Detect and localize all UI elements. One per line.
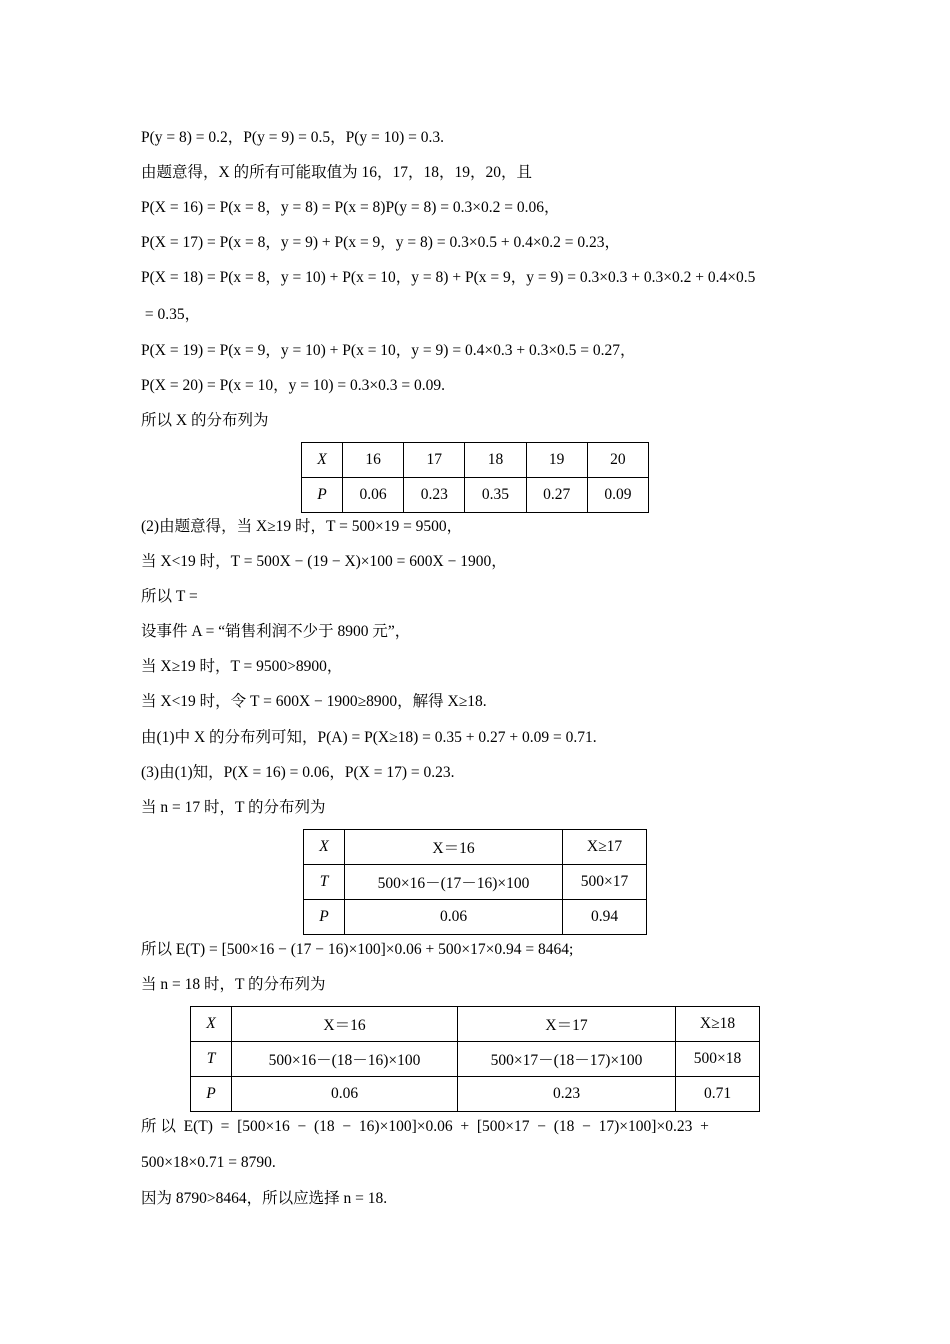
- table-cell: 0.23: [458, 1077, 676, 1112]
- solution-line: 500×18×0.71 = 8790.: [141, 1154, 276, 1171]
- table-row: [304, 830, 647, 865]
- solution-line: = 0.35，: [141, 306, 201, 323]
- table-cell: X＝16: [232, 1007, 458, 1042]
- table-row: [304, 900, 647, 935]
- table-cell: 0.94: [563, 900, 647, 935]
- table-cell: P: [191, 1077, 232, 1112]
- solution-line: 所 以 E(T) = [500×16 − (18 − 16)×100]×0.06 + [500×17 − (18 − 17)×100]×0.23 +: [141, 1118, 709, 1135]
- distribution-table-t-n17: [303, 829, 647, 935]
- table-cell: X＝16: [345, 830, 563, 865]
- solution-line: (2)由题意得，当 X≥19 时，T = 500×19 = 9500，: [141, 518, 463, 535]
- table-row: [302, 443, 649, 478]
- table-cell: T: [191, 1042, 232, 1077]
- solution-line: 当 X≥19 时，T = 9500>8900，: [141, 658, 343, 675]
- table-cell: T: [304, 865, 345, 900]
- solution-line: P(y = 8) = 0.2，P(y = 9) = 0.5，P(y = 10) = 0.3.: [141, 129, 445, 146]
- table-cell: 500×17－(18－17)×100: [458, 1042, 676, 1077]
- solution-line: P(X = 18) = P(x = 8，y = 10) + P(x = 10，y = 8) + P(x = 9，y = 9) = 0.3×0.3 + 0.3×0.2 + 0.4×0.5: [141, 269, 756, 286]
- table-cell: P: [304, 900, 345, 935]
- table-cell: P: [302, 478, 343, 513]
- solution-line: 因为 8790>8464，所以应选择 n = 18.: [141, 1190, 388, 1207]
- table-cell: 0.09: [587, 478, 648, 513]
- table-row: [302, 478, 649, 513]
- solution-line: P(X = 16) = P(x = 8，y = 8) = P(x = 8)P(y = 8) = 0.3×0.2 = 0.06，: [141, 199, 560, 216]
- solution-line: 由(1)中 X 的分布列可知，P(A) = P(X≥18) = 0.35 + 0.27 + 0.09 = 0.71.: [141, 729, 597, 746]
- table-cell: 500×16－(18－16)×100: [232, 1042, 458, 1077]
- table-cell: 0.06: [232, 1077, 458, 1112]
- solution-line: 设事件 A = “销售利润不少于 8900 元”，: [141, 623, 411, 640]
- table-cell: 20: [587, 443, 648, 478]
- table-cell: 17: [404, 443, 465, 478]
- table-row: [191, 1042, 760, 1077]
- table-cell: 500×17: [563, 865, 647, 900]
- solution-line: 当 X<19 时，令 T = 600X − 1900≥8900，解得 X≥18.: [141, 693, 487, 710]
- solution-line: 所以 T =: [141, 588, 198, 605]
- table-cell: 19: [526, 443, 587, 478]
- table-row: [191, 1077, 760, 1112]
- table-cell: X≥17: [563, 830, 647, 865]
- table-cell: 500×16－(17－16)×100: [345, 865, 563, 900]
- distribution-table-t-n18: [190, 1006, 760, 1112]
- table-cell: X: [304, 830, 345, 865]
- table-cell: X: [302, 443, 343, 478]
- distribution-table-x: [301, 442, 649, 513]
- solution-line: 当 X<19 时，T = 500X − (19 − X)×100 = 600X − 1900，: [141, 553, 507, 570]
- table-row: [304, 865, 647, 900]
- solution-line: 当 n = 18 时，T 的分布列为: [141, 976, 326, 993]
- table-cell: 0.71: [676, 1077, 760, 1112]
- table-cell: X≥18: [676, 1007, 760, 1042]
- solution-line: (3)由(1)知，P(X = 16) = 0.06，P(X = 17) = 0.23.: [141, 764, 455, 781]
- table-cell: 16: [343, 443, 404, 478]
- table-cell: 18: [465, 443, 526, 478]
- table-cell: 0.35: [465, 478, 526, 513]
- solution-line: P(X = 17) = P(x = 8，y = 9) + P(x = 9，y = 8) = 0.3×0.5 + 0.4×0.2 = 0.23，: [141, 234, 621, 251]
- solution-line: 所以 X 的分布列为: [141, 412, 269, 429]
- solution-line: 所以 E(T) = [500×16 − (17 − 16)×100]×0.06 + 500×17×0.94 = 8464;: [141, 941, 574, 958]
- solution-line: 当 n = 17 时，T 的分布列为: [141, 799, 326, 816]
- solution-line: P(X = 20) = P(x = 10，y = 10) = 0.3×0.3 = 0.09.: [141, 377, 446, 394]
- table-cell: 500×18: [676, 1042, 760, 1077]
- solution-line: P(X = 19) = P(x = 9，y = 10) + P(x = 10，y = 9) = 0.4×0.3 + 0.3×0.5 = 0.27，: [141, 342, 636, 359]
- table-cell: 0.23: [404, 478, 465, 513]
- table-cell: 0.06: [345, 900, 563, 935]
- table-cell: 0.06: [343, 478, 404, 513]
- table-cell: X: [191, 1007, 232, 1042]
- table-cell: 0.27: [526, 478, 587, 513]
- table-row: [191, 1007, 760, 1042]
- solution-line: 由题意得，X 的所有可能取值为 16，17，18，19，20，且: [141, 164, 532, 181]
- table-cell: X＝17: [458, 1007, 676, 1042]
